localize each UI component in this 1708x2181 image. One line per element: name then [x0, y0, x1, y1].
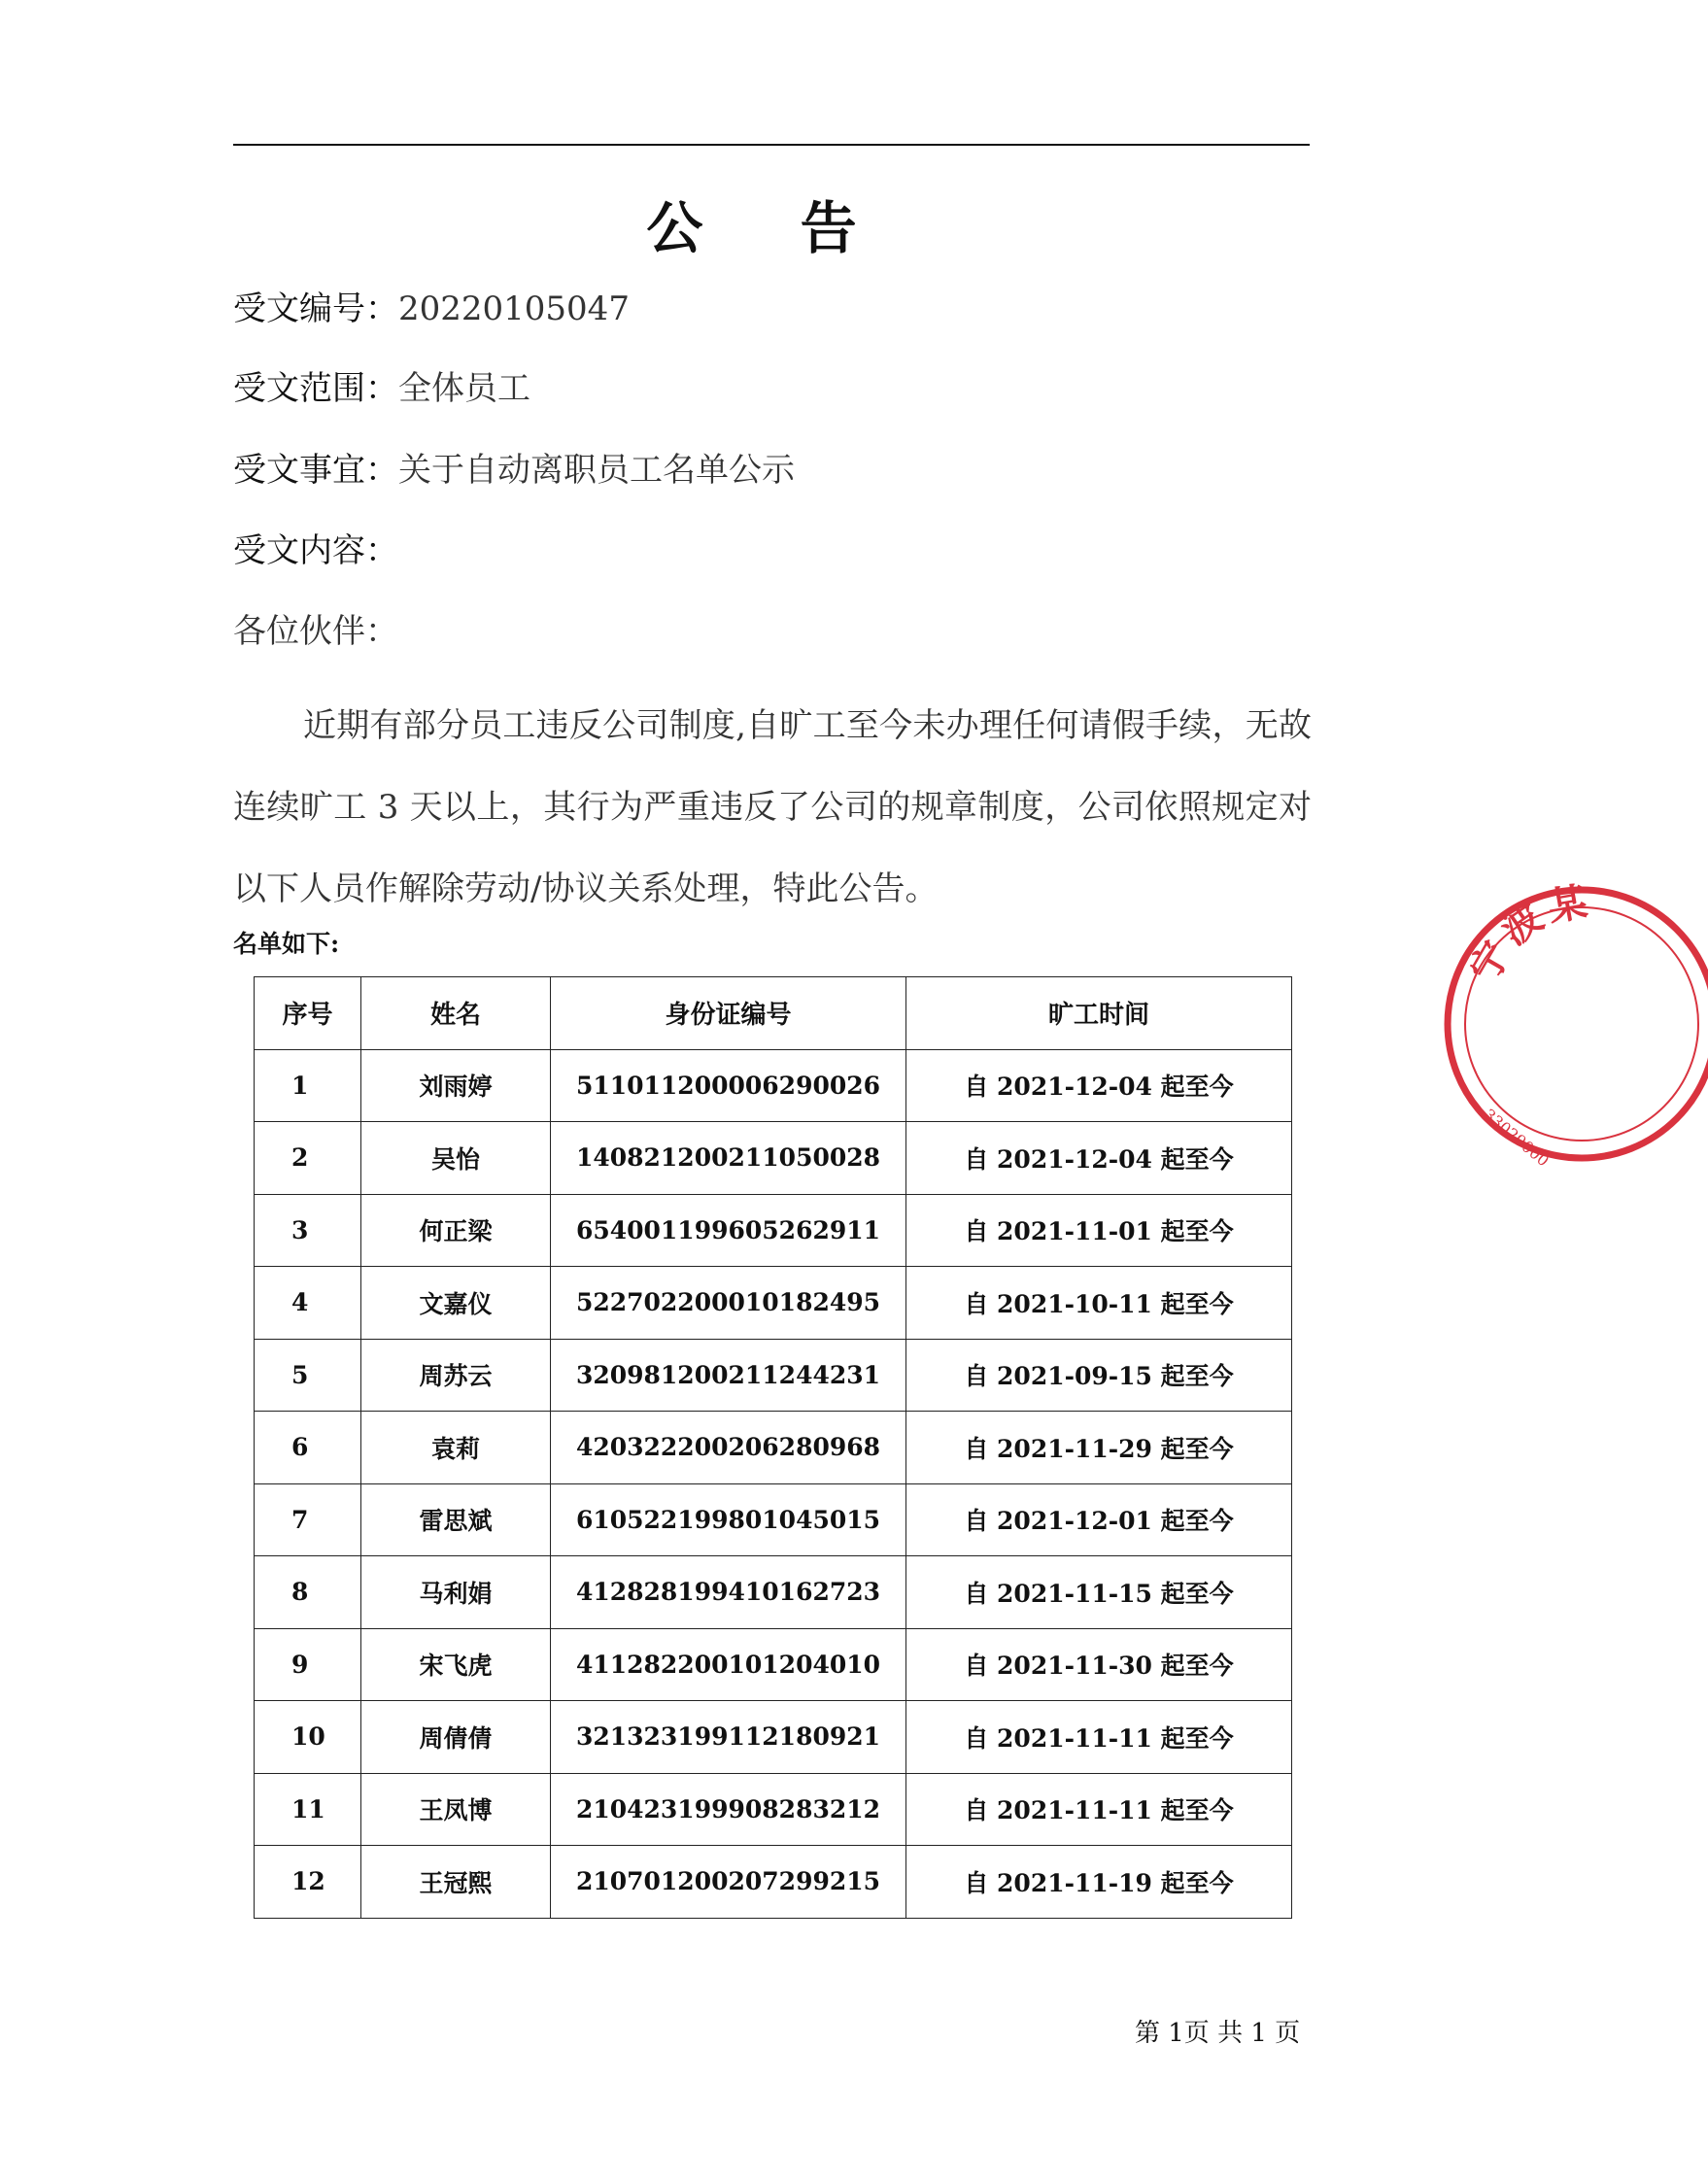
seal-text-2: 波 [1492, 894, 1552, 955]
row-seq: 6 [255, 1412, 361, 1484]
header-id: 身份证编号 [551, 977, 906, 1050]
row-seq: 7 [255, 1483, 361, 1556]
row-seq: 12 [255, 1846, 361, 1919]
page-footer: 第 1页 共 1 页 [1135, 2019, 1301, 2048]
row-absence-period: 自 2021-11-15 起至今 [906, 1556, 1292, 1629]
scope-label: 受文范围： [233, 369, 398, 408]
row-seq: 5 [255, 1339, 361, 1412]
row-seq: 9 [255, 1628, 361, 1701]
header-rule [233, 144, 1310, 146]
table-row [255, 1483, 1292, 1556]
list-heading: 名单如下: [233, 930, 340, 958]
doc-number-field [233, 288, 630, 330]
row-id-number: 210701200207299215 [551, 1846, 906, 1919]
row-id-number: 610522199801045015 [551, 1483, 906, 1556]
subject-label: 受文事宜： [233, 451, 398, 490]
doc-number-value: 20220105047 [398, 290, 630, 328]
row-name: 刘雨婷 [361, 1049, 551, 1122]
row-name: 周倩倩 [361, 1701, 551, 1774]
row-id-number: 412828199410162723 [551, 1556, 906, 1629]
row-id-number: 420322200206280968 [551, 1412, 906, 1484]
row-name: 王凤博 [361, 1773, 551, 1846]
seal-text-1: 宁 [1460, 933, 1520, 990]
row-name: 袁莉 [361, 1412, 551, 1484]
row-name: 何正梁 [361, 1194, 551, 1267]
doc-number-label: 受文编号： [233, 290, 398, 328]
table-row [255, 1194, 1292, 1267]
row-seq: 3 [255, 1194, 361, 1267]
row-id-number: 411282200101204010 [551, 1628, 906, 1701]
row-absence-period: 自 2021-11-11 起至今 [906, 1701, 1292, 1774]
row-absence-period: 自 2021-09-15 起至今 [906, 1339, 1292, 1412]
table-header-row [255, 977, 1292, 1050]
table-row [255, 1556, 1292, 1629]
subject-value: 关于自动离职员工名单公示 [398, 451, 795, 490]
row-absence-period: 自 2021-11-30 起至今 [906, 1628, 1292, 1701]
row-seq: 8 [255, 1556, 361, 1629]
row-name: 王冠熙 [361, 1846, 551, 1919]
seal-inner-ring [1465, 907, 1698, 1141]
scope-value: 全体员工 [398, 369, 530, 408]
subject-field [233, 449, 795, 492]
notice-paragraph: 近期有部分员工违反公司制度,自旷工至今未办理任何请假手续，无故连续旷工 3 天以上，其行为严重违反了公司的规章制度，公司依照规定对以下人员作解除劳动/协议关系处理，特此公告。 [233, 706, 1312, 908]
table-row [255, 1628, 1292, 1701]
header-seq: 序号 [255, 977, 361, 1050]
content-label: 受文内容： [233, 531, 398, 570]
table-row [255, 1267, 1292, 1340]
table-row [255, 1773, 1292, 1846]
table-row [255, 1339, 1292, 1412]
greeting: 各位伙伴： [233, 612, 398, 651]
row-name: 宋飞虎 [361, 1628, 551, 1701]
row-name: 雷思斌 [361, 1483, 551, 1556]
scope-field [233, 367, 530, 410]
row-id-number: 654001199605262911 [551, 1194, 906, 1267]
row-absence-period: 自 2021-11-11 起至今 [906, 1773, 1292, 1846]
row-id-number: 140821200211050028 [551, 1122, 906, 1195]
table-row [255, 1122, 1292, 1195]
table-row [255, 1846, 1292, 1919]
row-absence-period: 自 2021-12-04 起至今 [906, 1049, 1292, 1122]
row-name: 周苏云 [361, 1339, 551, 1412]
row-id-number: 522702200010182495 [551, 1267, 906, 1340]
table-row [255, 1412, 1292, 1484]
table-row [255, 1049, 1292, 1122]
row-seq: 2 [255, 1122, 361, 1195]
row-id-number: 320981200211244231 [551, 1339, 906, 1412]
row-name: 马利娟 [361, 1556, 551, 1629]
row-absence-period: 自 2021-12-01 起至今 [906, 1483, 1292, 1556]
seal-text-3: 某 [1544, 878, 1591, 931]
row-absence-period: 自 2021-10-11 起至今 [906, 1267, 1292, 1340]
header-name: 姓名 [361, 977, 551, 1050]
header-period: 旷工时间 [906, 977, 1292, 1050]
row-id-number: 210423199908283212 [551, 1773, 906, 1846]
row-absence-period: 自 2021-11-29 起至今 [906, 1412, 1292, 1484]
content-field [233, 529, 398, 572]
row-absence-period: 自 2021-12-04 起至今 [906, 1122, 1292, 1195]
row-seq: 4 [255, 1267, 361, 1340]
row-absence-period: 自 2021-11-01 起至今 [906, 1194, 1292, 1267]
table-row [255, 1701, 1292, 1774]
row-seq: 1 [255, 1049, 361, 1122]
row-absence-period: 自 2021-11-19 起至今 [906, 1846, 1292, 1919]
row-name: 吴怡 [361, 1122, 551, 1195]
row-seq: 10 [255, 1701, 361, 1774]
row-id-number: 511011200006290026 [551, 1049, 906, 1122]
row-seq: 11 [255, 1773, 361, 1846]
seal-number: 33029000 [1480, 1105, 1554, 1171]
company-seal [1436, 878, 1708, 1218]
row-id-number: 321323199112180921 [551, 1701, 906, 1774]
row-name: 文嘉仪 [361, 1267, 551, 1340]
page-title: 公 告 [646, 195, 896, 261]
employee-table [254, 976, 1292, 1919]
